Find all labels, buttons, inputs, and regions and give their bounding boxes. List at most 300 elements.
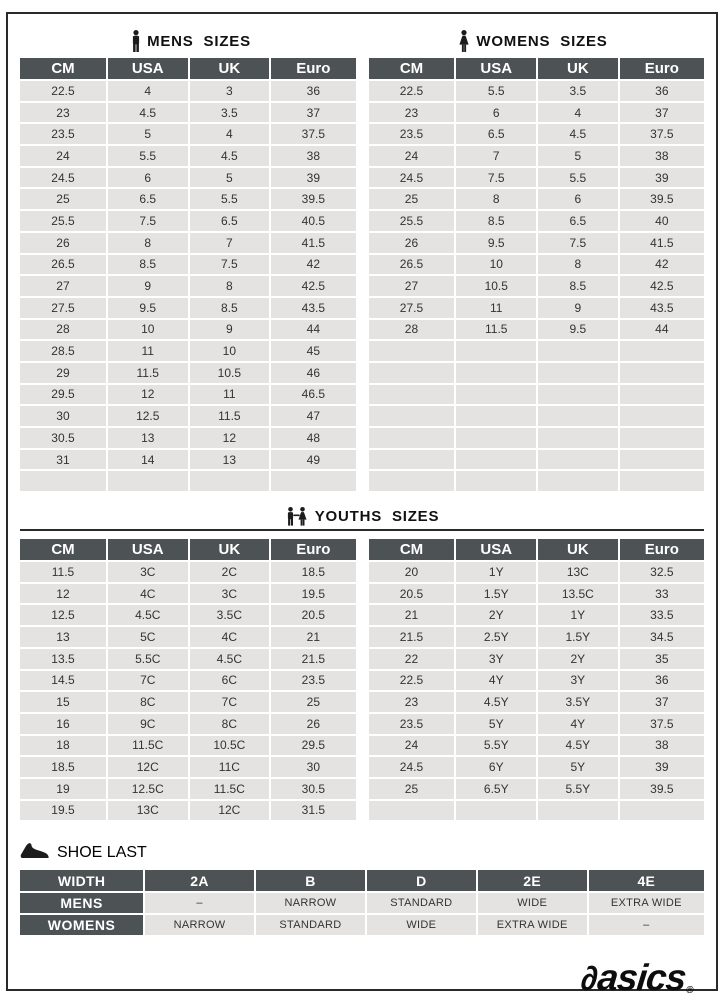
- table-cell: 20: [369, 562, 455, 582]
- table-cell: 27: [20, 276, 106, 296]
- table-empty-cell: [538, 801, 618, 821]
- table-cell: 39.5: [620, 779, 704, 799]
- table-row: [369, 211, 705, 231]
- table-row: [369, 298, 705, 318]
- table-cell: NARROW: [145, 915, 254, 935]
- shoe-last-title: [20, 840, 704, 866]
- table-row: [20, 562, 356, 582]
- table-row: [369, 103, 705, 123]
- table-cell: 12: [108, 385, 188, 405]
- table-cell: 8: [456, 189, 536, 209]
- table-cell: 37: [271, 103, 355, 123]
- column-header: UK: [538, 539, 618, 560]
- table-row: [20, 714, 356, 734]
- table-empty-cell: [456, 406, 536, 426]
- table-cell: 48: [271, 428, 355, 448]
- shoe-last-table: [20, 870, 704, 934]
- table-cell: 11.5: [456, 320, 536, 340]
- table-empty-cell: [620, 801, 704, 821]
- table-cell: 8.5: [538, 276, 618, 296]
- table-row: [20, 146, 356, 166]
- adult-tables-row: [20, 58, 704, 493]
- table-cell: 24.5: [369, 757, 455, 777]
- table-cell: 32.5: [620, 562, 704, 582]
- table-cell: 5.5: [108, 146, 188, 166]
- table-cell: 25: [369, 189, 455, 209]
- table-cell: 37: [620, 103, 704, 123]
- table-row: [20, 915, 704, 935]
- table-empty-row: [20, 471, 356, 491]
- table-row: [20, 801, 356, 821]
- table-cell: 5Y: [538, 757, 618, 777]
- table-row: [20, 189, 356, 209]
- table-row: [20, 103, 356, 123]
- table-cell: 4: [538, 103, 618, 123]
- table-cell: 6C: [190, 671, 270, 691]
- table-cell: 24: [369, 736, 455, 756]
- table-cell: 1.5Y: [456, 584, 536, 604]
- table-cell: 30: [20, 406, 106, 426]
- table-cell: 7.5: [538, 233, 618, 253]
- table-empty-row: [369, 428, 705, 448]
- table-cell: 44: [620, 320, 704, 340]
- column-header: D: [367, 870, 476, 891]
- table-cell: 5C: [108, 627, 188, 647]
- table-cell: 5.5: [456, 81, 536, 101]
- table-cell: 8: [190, 276, 270, 296]
- table-empty-cell: [369, 428, 455, 448]
- table-cell: 8.5: [108, 255, 188, 275]
- table-cell: 28: [369, 320, 455, 340]
- table-row: [369, 146, 705, 166]
- table-empty-cell: [538, 471, 618, 491]
- table-cell: 24: [369, 146, 455, 166]
- table-cell: 42.5: [271, 276, 355, 296]
- table-empty-cell: [538, 341, 618, 361]
- table-cell: 23.5: [369, 124, 455, 144]
- table-row: [20, 233, 356, 253]
- column-header: UK: [190, 58, 270, 79]
- table-cell: 5.5C: [108, 649, 188, 669]
- table-row: [20, 406, 356, 426]
- table-cell: 7C: [190, 692, 270, 712]
- table-empty-cell: [108, 471, 188, 491]
- table-row: [20, 211, 356, 231]
- table-cell: EXTRA WIDE: [589, 893, 704, 913]
- table-row: [369, 189, 705, 209]
- table-row: [369, 124, 705, 144]
- table-cell: 9: [190, 320, 270, 340]
- table-cell: 4: [108, 81, 188, 101]
- table-cell: 11.5C: [190, 779, 270, 799]
- table-cell: 44: [271, 320, 355, 340]
- table-cell: 4.5Y: [456, 692, 536, 712]
- table-cell: 7.5: [456, 168, 536, 188]
- table-cell: 26: [369, 233, 455, 253]
- table-empty-row: [369, 341, 705, 361]
- table-cell: 5.5: [538, 168, 618, 188]
- column-header: 4E: [589, 870, 704, 891]
- table-empty-cell: [456, 341, 536, 361]
- table-row: [369, 757, 705, 777]
- table-row: [20, 671, 356, 691]
- table-row: [369, 276, 705, 296]
- table-cell: –: [589, 915, 704, 935]
- youths-divider-line: [20, 529, 704, 531]
- table-empty-cell: [620, 428, 704, 448]
- table-cell: 12.5: [108, 406, 188, 426]
- table-cell: 25: [271, 692, 355, 712]
- youths-title-inner: [285, 507, 440, 526]
- table-empty-cell: [456, 471, 536, 491]
- table-cell: 21: [369, 605, 455, 625]
- table-cell: 38: [620, 736, 704, 756]
- size-chart-page: [6, 12, 718, 998]
- man-icon: [131, 30, 141, 52]
- table-cell: 7: [456, 146, 536, 166]
- table-cell: 21.5: [369, 627, 455, 647]
- table-cell: 2.5Y: [456, 627, 536, 647]
- row-label: WOMENS: [20, 915, 143, 935]
- table-cell: 30.5: [271, 779, 355, 799]
- table-row: [369, 692, 705, 712]
- table-cell: 1Y: [538, 605, 618, 625]
- table-row: [20, 779, 356, 799]
- table-cell: 25: [20, 189, 106, 209]
- table-cell: 43.5: [271, 298, 355, 318]
- table-row: [20, 81, 356, 101]
- table-empty-cell: [369, 450, 455, 470]
- table-cell: 7C: [108, 671, 188, 691]
- table-cell: 6: [108, 168, 188, 188]
- table-row: [369, 584, 705, 604]
- table-empty-cell: [20, 471, 106, 491]
- column-header: WIDTH: [20, 870, 143, 891]
- table-cell: 25.5: [20, 211, 106, 231]
- table-cell: 8: [538, 255, 618, 275]
- table-cell: 4C: [190, 627, 270, 647]
- table-row: [369, 736, 705, 756]
- asics-symbol-icon: ∂: [579, 959, 599, 998]
- table-row: [369, 320, 705, 340]
- table-header-row: [369, 58, 705, 79]
- row-label: MENS: [20, 893, 143, 913]
- table-empty-cell: [456, 801, 536, 821]
- table-cell: 46.5: [271, 385, 355, 405]
- table-cell: 39: [620, 168, 704, 188]
- table-cell: 4.5C: [190, 649, 270, 669]
- womens-title-col: [362, 28, 704, 54]
- table-cell: STANDARD: [367, 893, 476, 913]
- youths-section: [20, 505, 704, 822]
- table-cell: 26: [20, 233, 106, 253]
- table-cell: 13C: [108, 801, 188, 821]
- table-cell: 42.5: [620, 276, 704, 296]
- table-cell: 13.5: [20, 649, 106, 669]
- adult-titles-row: [20, 28, 704, 54]
- table-cell: 6Y: [456, 757, 536, 777]
- table-cell: 41.5: [620, 233, 704, 253]
- column-header: UK: [538, 58, 618, 79]
- table-cell: 6.5: [190, 211, 270, 231]
- table-header-row: [20, 539, 356, 560]
- table-row: [20, 320, 356, 340]
- table-empty-row: [369, 801, 705, 821]
- womens-size-table: [369, 58, 705, 493]
- column-header: Euro: [620, 58, 704, 79]
- table-row: [20, 627, 356, 647]
- table-cell: 4Y: [538, 714, 618, 734]
- table-cell: 5.5Y: [538, 779, 618, 799]
- table-cell: 23.5: [20, 124, 106, 144]
- table-cell: STANDARD: [256, 915, 365, 935]
- table-cell: 6: [538, 189, 618, 209]
- column-header: USA: [456, 58, 536, 79]
- table-cell: 12C: [190, 801, 270, 821]
- mens-sizes-title: [131, 30, 251, 52]
- table-cell: 3.5: [190, 103, 270, 123]
- table-cell: 14.5: [20, 671, 106, 691]
- table-row: [20, 893, 704, 913]
- table-cell: 34.5: [620, 627, 704, 647]
- table-empty-cell: [456, 450, 536, 470]
- table-cell: 12: [190, 428, 270, 448]
- table-cell: 23: [369, 692, 455, 712]
- table-cell: 36: [271, 81, 355, 101]
- table-header-row: [20, 870, 704, 891]
- table-cell: 3Y: [456, 649, 536, 669]
- table-cell: 39: [620, 757, 704, 777]
- table-cell: 39.5: [620, 189, 704, 209]
- table-cell: 9.5: [456, 233, 536, 253]
- table-cell: 7: [190, 233, 270, 253]
- table-cell: 2Y: [456, 605, 536, 625]
- table-row: [20, 450, 356, 470]
- table-cell: 2C: [190, 562, 270, 582]
- table-empty-cell: [456, 428, 536, 448]
- table-cell: NARROW: [256, 893, 365, 913]
- table-row: [369, 81, 705, 101]
- table-header-row: [369, 539, 705, 560]
- table-cell: 26: [271, 714, 355, 734]
- table-cell: 49: [271, 450, 355, 470]
- table-cell: 5: [538, 146, 618, 166]
- table-cell: 12.5C: [108, 779, 188, 799]
- table-cell: 38: [271, 146, 355, 166]
- table-cell: 45: [271, 341, 355, 361]
- table-cell: 6.5: [108, 189, 188, 209]
- column-header: USA: [108, 58, 188, 79]
- column-header: CM: [369, 539, 455, 560]
- table-cell: 25.5: [369, 211, 455, 231]
- youths-sizes-title: [20, 505, 704, 527]
- table-cell: 40.5: [271, 211, 355, 231]
- table-cell: 25: [369, 779, 455, 799]
- table-cell: 43.5: [620, 298, 704, 318]
- table-cell: 12.5: [20, 605, 106, 625]
- table-empty-cell: [538, 363, 618, 383]
- table-empty-cell: [271, 471, 355, 491]
- table-cell: 10: [456, 255, 536, 275]
- children-icon: [285, 507, 309, 526]
- column-header: CM: [20, 539, 106, 560]
- mens-size-table: [20, 58, 356, 493]
- table-cell: 16: [20, 714, 106, 734]
- table-row: [20, 341, 356, 361]
- table-cell: 2Y: [538, 649, 618, 669]
- registered-mark: ®: [685, 984, 694, 996]
- table-empty-cell: [369, 801, 455, 821]
- mens-sizes-label: MENS SIZES: [147, 32, 251, 50]
- table-cell: 37.5: [271, 124, 355, 144]
- column-header: CM: [369, 58, 455, 79]
- table-empty-cell: [456, 385, 536, 405]
- womens-sizes-title: [458, 30, 607, 52]
- table-cell: 4.5: [538, 124, 618, 144]
- column-header: USA: [456, 539, 536, 560]
- table-row: [369, 671, 705, 691]
- table-cell: 8C: [108, 692, 188, 712]
- table-cell: 3.5: [538, 81, 618, 101]
- table-row: [20, 385, 356, 405]
- table-cell: 20.5: [271, 605, 355, 625]
- table-cell: 11.5C: [108, 736, 188, 756]
- table-cell: 14: [108, 450, 188, 470]
- table-cell: 4.5Y: [538, 736, 618, 756]
- table-cell: 6.5: [456, 124, 536, 144]
- table-cell: 19.5: [271, 584, 355, 604]
- table-cell: 8: [108, 233, 188, 253]
- table-cell: 11.5: [20, 562, 106, 582]
- table-cell: 24.5: [20, 168, 106, 188]
- table-cell: 19: [20, 779, 106, 799]
- table-cell: 20.5: [369, 584, 455, 604]
- table-empty-cell: [369, 406, 455, 426]
- table-cell: 8.5: [456, 211, 536, 231]
- column-header: UK: [190, 539, 270, 560]
- table-cell: 28.5: [20, 341, 106, 361]
- asics-logo: [579, 957, 696, 999]
- womens-sizes-label: WOMENS SIZES: [476, 32, 608, 50]
- table-row: [369, 255, 705, 275]
- table-cell: 10.5: [456, 276, 536, 296]
- shoe-icon: [20, 842, 50, 864]
- table-cell: WIDE: [367, 915, 476, 935]
- table-cell: 18.5: [20, 757, 106, 777]
- table-cell: 3: [190, 81, 270, 101]
- table-cell: 42: [271, 255, 355, 275]
- table-cell: 3.5Y: [538, 692, 618, 712]
- table-cell: 22.5: [20, 81, 106, 101]
- table-cell: WIDE: [478, 893, 587, 913]
- table-row: [20, 757, 356, 777]
- table-cell: 8C: [190, 714, 270, 734]
- table-cell: 4.5C: [108, 605, 188, 625]
- table-cell: 29.5: [20, 385, 106, 405]
- shoe-last-label: SHOE LAST: [57, 844, 147, 862]
- table-cell: 38: [620, 146, 704, 166]
- table-cell: 15: [20, 692, 106, 712]
- table-empty-cell: [456, 363, 536, 383]
- table-empty-row: [369, 406, 705, 426]
- table-cell: 47: [271, 406, 355, 426]
- table-row: [369, 627, 705, 647]
- table-row: [369, 605, 705, 625]
- column-header: 2A: [145, 870, 254, 891]
- table-cell: 6.5Y: [456, 779, 536, 799]
- table-cell: 42: [620, 255, 704, 275]
- table-row: [20, 692, 356, 712]
- table-cell: 21: [271, 627, 355, 647]
- table-row: [369, 562, 705, 582]
- table-cell: 39.5: [271, 189, 355, 209]
- table-cell: 11.5: [108, 363, 188, 383]
- table-cell: 26.5: [369, 255, 455, 275]
- table-cell: 36: [620, 81, 704, 101]
- table-cell: 11C: [190, 757, 270, 777]
- table-cell: 9.5: [108, 298, 188, 318]
- table-cell: 18.5: [271, 562, 355, 582]
- table-cell: 1Y: [456, 562, 536, 582]
- column-header: Euro: [271, 58, 355, 79]
- table-cell: 37.5: [620, 714, 704, 734]
- shoe-last-section: [20, 840, 704, 934]
- table-cell: EXTRA WIDE: [478, 915, 587, 935]
- table-cell: 13: [108, 428, 188, 448]
- table-cell: 4.5: [190, 146, 270, 166]
- table-empty-cell: [538, 450, 618, 470]
- table-cell: 21.5: [271, 649, 355, 669]
- table-cell: 3.5C: [190, 605, 270, 625]
- table-cell: 28: [20, 320, 106, 340]
- table-cell: 3C: [190, 584, 270, 604]
- table-empty-cell: [369, 471, 455, 491]
- table-cell: 41.5: [271, 233, 355, 253]
- table-cell: 3C: [108, 562, 188, 582]
- table-cell: 26.5: [20, 255, 106, 275]
- table-cell: 37.5: [620, 124, 704, 144]
- table-cell: 13C: [538, 562, 618, 582]
- table-cell: –: [145, 893, 254, 913]
- table-cell: 36: [620, 671, 704, 691]
- table-row: [20, 736, 356, 756]
- table-row: [20, 168, 356, 188]
- table-cell: 4.5: [108, 103, 188, 123]
- table-cell: 19.5: [20, 801, 106, 821]
- table-cell: 27.5: [369, 298, 455, 318]
- table-cell: 13.5C: [538, 584, 618, 604]
- woman-icon: [458, 30, 470, 52]
- table-cell: 5: [190, 168, 270, 188]
- table-empty-cell: [620, 363, 704, 383]
- table-cell: 10.5: [190, 363, 270, 383]
- table-cell: 22.5: [369, 671, 455, 691]
- table-row: [20, 584, 356, 604]
- table-cell: 37: [620, 692, 704, 712]
- column-header: 2E: [478, 870, 587, 891]
- table-cell: 6.5: [538, 211, 618, 231]
- table-cell: 35: [620, 649, 704, 669]
- table-cell: 33.5: [620, 605, 704, 625]
- table-cell: 23.5: [369, 714, 455, 734]
- table-row: [369, 714, 705, 734]
- brand-row: [20, 957, 704, 999]
- table-cell: 27: [369, 276, 455, 296]
- table-cell: 13: [190, 450, 270, 470]
- table-cell: 24: [20, 146, 106, 166]
- table-cell: 11: [190, 385, 270, 405]
- table-cell: 23.5: [271, 671, 355, 691]
